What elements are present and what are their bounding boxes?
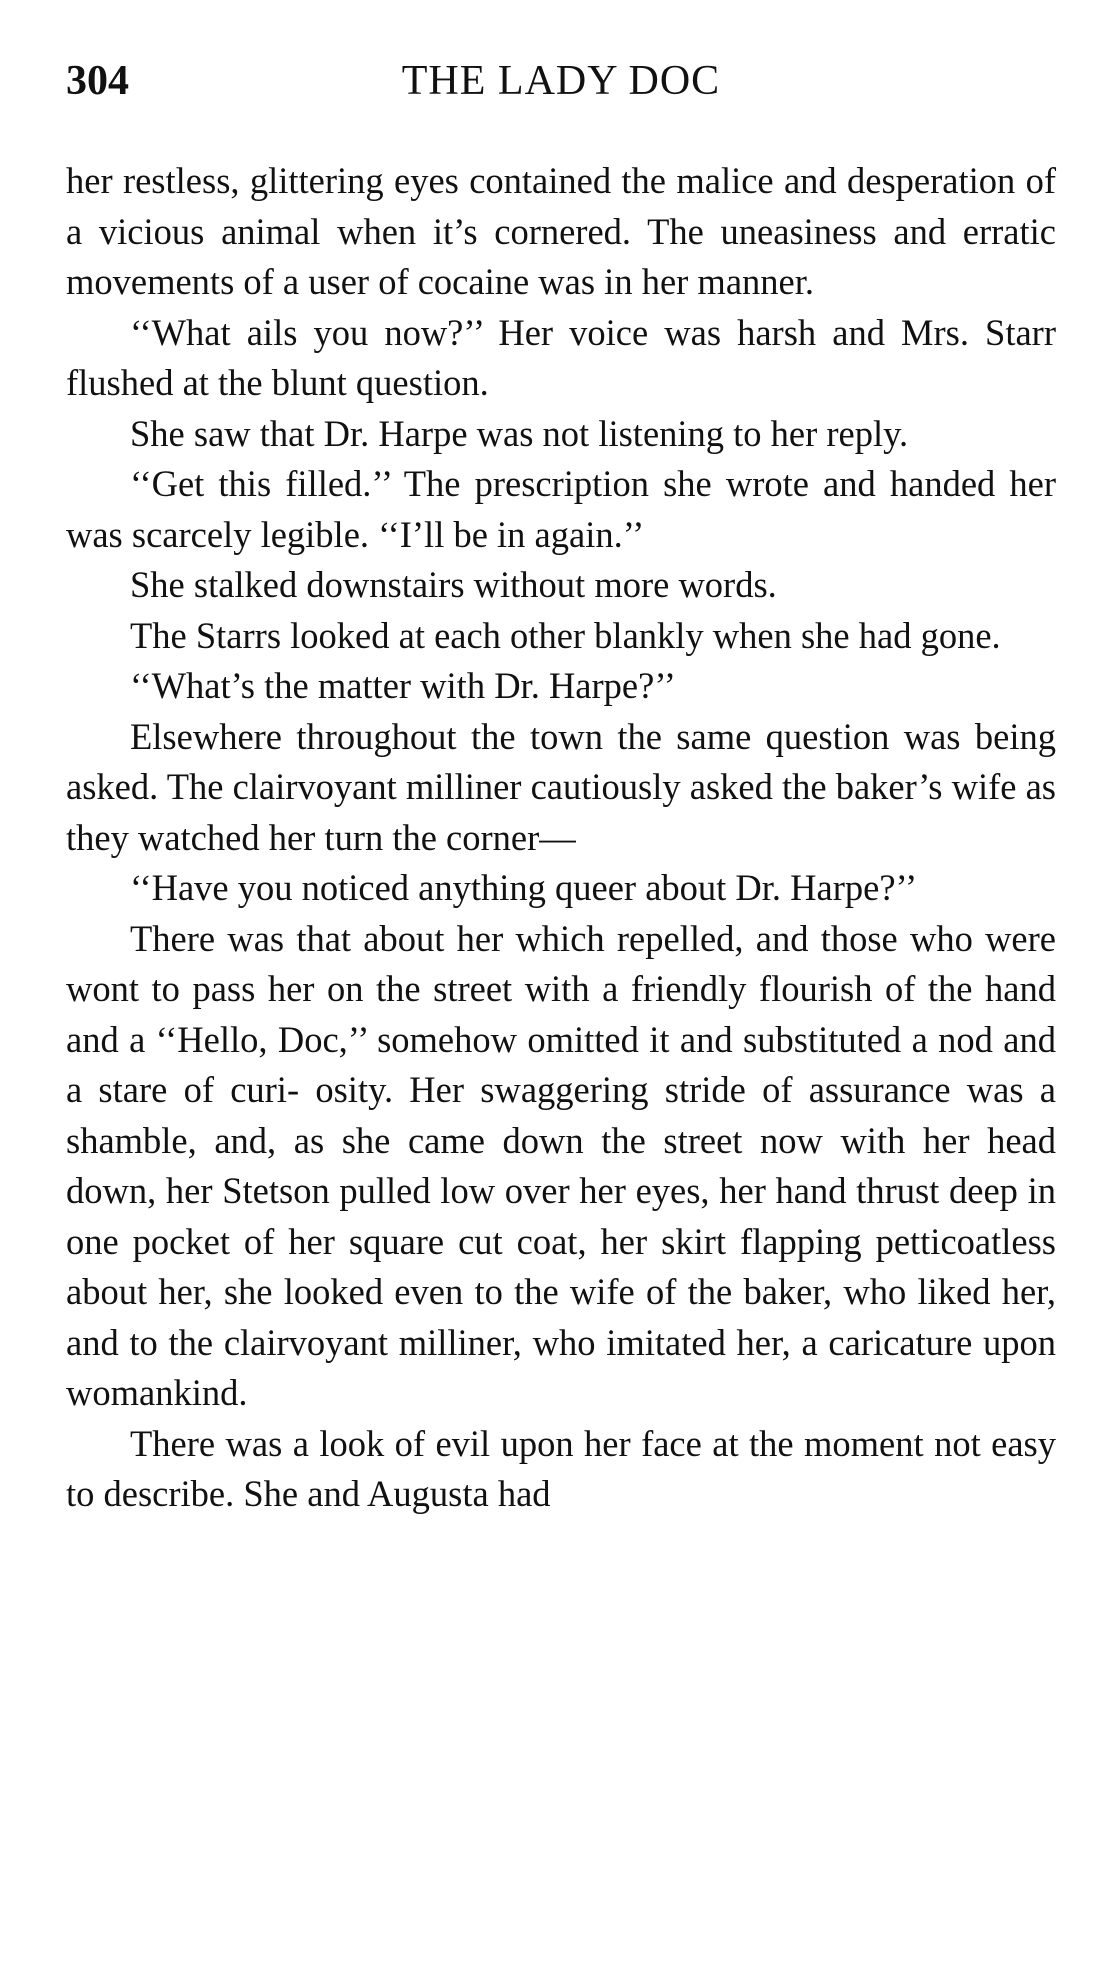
- page-header: [66, 52, 1056, 110]
- paragraph-continued: her restless, glittering eyes contained the malice and desperation of a vicious animal when it’s cornered. The uneasiness and erratic movements of a user of cocaine was in her manner.: [66, 160, 1056, 302]
- paragraph: There was that about her which repelled, and those who were wont to pass her on the street with a friendly flourish of the hand and a ‘‘Hello, Doc,’’ somehow omitted it and substituted a nod and a stare of curi- osity. Her swaggering stride of assurance was a shamble, and, as she came down the street now with her head down, her Stetson pulled low over her eyes, her hand thrust deep in one pocket of her square cut coat, her skirt flapping petticoatless about her, she looked even to the wife of the baker, who liked her, and to the clairvoyant milliner, who imitated her, a caricature upon womankind.: [66, 917, 1056, 1413]
- paragraph: The Starrs looked at each other blankly when she had gone.: [130, 614, 1001, 656]
- paragraph: Elsewhere throughout the town the same question was being asked. The clairvoyant milliner cautiously asked the baker’s wife as they watched her turn the corner—: [66, 715, 1056, 858]
- page-body: [66, 156, 1056, 1520]
- book-page: [66, 52, 1056, 1520]
- paragraph: ‘‘What ails you now?’’ Her voice was harsh and Mrs. Starr flushed at the blunt question.: [66, 311, 1056, 403]
- paragraph: ‘‘Have you noticed anything queer about Dr. Harpe?’’: [130, 867, 918, 908]
- paragraph: She saw that Dr. Harpe was not listening to her reply.: [130, 412, 909, 454]
- paragraph: ‘‘Get this filled.’’ The prescription she wrote and handed her was scarcely legible. ‘‘I’ll be in again.’’: [66, 463, 1056, 555]
- running-title: THE LADY DOC: [401, 58, 721, 104]
- page-number: 304: [66, 58, 129, 104]
- paragraph: ‘‘What’s the matter with Dr. Harpe?’’: [130, 665, 676, 706]
- paragraph: She stalked downstairs without more words.: [130, 564, 777, 605]
- paragraph: There was a look of evil upon her face at the moment not easy to describe. She and Augusta had: [66, 1422, 1056, 1514]
